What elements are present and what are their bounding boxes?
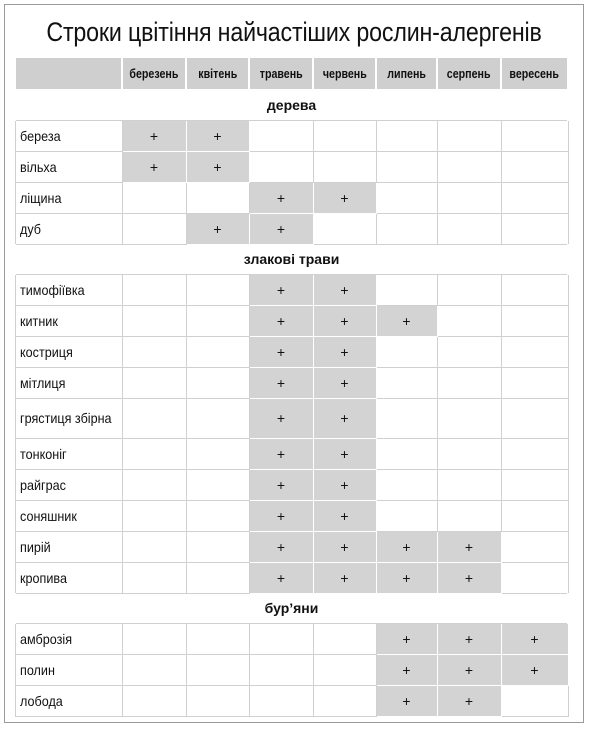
plant-name: ліщина xyxy=(19,189,62,206)
plant-name-cell xyxy=(15,562,122,593)
empty-cell xyxy=(122,654,186,685)
empty-cell xyxy=(501,182,568,213)
empty-cell xyxy=(122,398,186,438)
empty-cell xyxy=(437,120,501,151)
empty-cell xyxy=(501,438,568,469)
plant-name-cell xyxy=(15,182,122,213)
empty-cell xyxy=(501,274,568,305)
empty-cell xyxy=(313,654,376,685)
empty-cell xyxy=(122,336,186,367)
bloom-cell: + xyxy=(313,336,376,367)
plant-name: соняшник xyxy=(19,507,77,524)
empty-cell xyxy=(376,182,437,213)
bloom-cell: + xyxy=(437,623,501,654)
empty-cell xyxy=(376,213,437,244)
section-row xyxy=(15,593,568,623)
month-header xyxy=(122,57,186,90)
bloom-cell: + xyxy=(249,562,313,593)
bloom-cell: + xyxy=(313,562,376,593)
empty-cell xyxy=(376,120,437,151)
plant-name: полин xyxy=(19,661,55,678)
month-header xyxy=(186,57,249,90)
empty-cell xyxy=(501,562,568,593)
bloom-cell: + xyxy=(186,213,249,244)
bloom-cell: + xyxy=(122,120,186,151)
bloom-cell: + xyxy=(376,654,437,685)
plant-name-cell xyxy=(15,336,122,367)
table-row xyxy=(15,685,568,716)
empty-cell xyxy=(376,438,437,469)
empty-cell xyxy=(376,469,437,500)
empty-cell xyxy=(186,182,249,213)
table-row xyxy=(15,654,568,685)
empty-cell xyxy=(186,531,249,562)
empty-cell xyxy=(122,685,186,716)
table-row xyxy=(15,182,568,213)
plant-name-cell xyxy=(15,151,122,182)
empty-cell xyxy=(122,500,186,531)
bloom-cell: + xyxy=(313,500,376,531)
month-label: червень xyxy=(322,66,367,81)
empty-cell xyxy=(437,274,501,305)
empty-cell xyxy=(501,305,568,336)
empty-cell xyxy=(437,336,501,367)
month-header xyxy=(501,57,568,90)
empty-cell xyxy=(313,120,376,151)
table-row xyxy=(15,367,568,398)
bloom-cell: + xyxy=(376,623,437,654)
plant-name: тонконіг xyxy=(19,445,67,462)
bloom-cell: + xyxy=(249,500,313,531)
section-title: злакові трави xyxy=(15,244,568,274)
plant-name: пирій xyxy=(19,538,51,555)
empty-cell xyxy=(186,438,249,469)
plant-name-cell xyxy=(15,685,122,716)
empty-cell xyxy=(501,500,568,531)
month-label: квітень xyxy=(197,66,238,81)
empty-cell xyxy=(186,562,249,593)
plant-name-cell xyxy=(15,531,122,562)
bloom-cell: + xyxy=(313,531,376,562)
empty-cell xyxy=(376,367,437,398)
empty-cell xyxy=(376,151,437,182)
bloom-cell: + xyxy=(313,305,376,336)
bloom-cell: + xyxy=(249,182,313,213)
table-row xyxy=(15,562,568,593)
bloom-cell: + xyxy=(437,531,501,562)
empty-cell xyxy=(437,500,501,531)
plant-name: мітлиця xyxy=(19,374,65,391)
empty-cell xyxy=(437,213,501,244)
table-row xyxy=(15,531,568,562)
bloom-cell: + xyxy=(437,562,501,593)
empty-cell xyxy=(501,685,568,716)
plant-name: тимофіївка xyxy=(19,281,85,298)
bloom-cell: + xyxy=(437,685,501,716)
empty-cell xyxy=(122,438,186,469)
empty-cell xyxy=(186,500,249,531)
plant-name: райграс xyxy=(19,476,66,493)
table-row xyxy=(15,120,568,151)
bloom-cell: + xyxy=(376,305,437,336)
empty-cell xyxy=(186,685,249,716)
bloom-cell: + xyxy=(313,182,376,213)
table-row xyxy=(15,336,568,367)
table-row xyxy=(15,151,568,182)
empty-cell xyxy=(186,623,249,654)
bloom-cell: + xyxy=(313,274,376,305)
plant-name: амброзія xyxy=(19,630,72,647)
month-label: серпень xyxy=(447,66,491,81)
month-header xyxy=(437,57,501,90)
empty-cell xyxy=(437,469,501,500)
plant-name-cell xyxy=(15,623,122,654)
empty-cell xyxy=(186,336,249,367)
bloom-cell: + xyxy=(313,367,376,398)
header-row xyxy=(15,57,568,90)
bloom-cell: + xyxy=(376,685,437,716)
bloom-cell: + xyxy=(249,213,313,244)
bloom-cell: + xyxy=(313,469,376,500)
empty-cell xyxy=(122,274,186,305)
bloom-cell: + xyxy=(249,367,313,398)
table-row xyxy=(15,274,568,305)
bloom-cell: + xyxy=(122,151,186,182)
bloom-cell: + xyxy=(186,120,249,151)
bloom-cell: + xyxy=(249,336,313,367)
plant-name-cell xyxy=(15,438,122,469)
empty-cell xyxy=(501,151,568,182)
bloom-cell: + xyxy=(249,398,313,438)
table-row xyxy=(15,438,568,469)
plant-name-cell xyxy=(15,274,122,305)
month-label: травень xyxy=(259,66,303,81)
empty-cell xyxy=(501,469,568,500)
bloom-cell: + xyxy=(376,562,437,593)
month-label: вересень xyxy=(509,66,560,81)
month-header xyxy=(313,57,376,90)
plant-name: береза xyxy=(19,127,61,144)
bloom-cell: + xyxy=(249,305,313,336)
bloom-cell: + xyxy=(186,151,249,182)
empty-cell xyxy=(501,213,568,244)
empty-cell xyxy=(122,213,186,244)
bloom-cell: + xyxy=(501,654,568,685)
empty-cell xyxy=(313,685,376,716)
table-row xyxy=(15,469,568,500)
plant-name-cell xyxy=(15,367,122,398)
empty-cell xyxy=(186,654,249,685)
plant-name: кропива xyxy=(19,569,67,586)
table-body xyxy=(15,57,568,716)
empty-cell xyxy=(122,367,186,398)
empty-cell xyxy=(376,274,437,305)
allergen-table xyxy=(14,56,569,717)
empty-cell xyxy=(437,182,501,213)
plant-name-cell xyxy=(15,469,122,500)
plant-name-cell xyxy=(15,305,122,336)
empty-cell xyxy=(376,398,437,438)
table-row xyxy=(15,398,568,438)
empty-cell xyxy=(249,654,313,685)
month-label: липень xyxy=(387,66,426,81)
empty-cell xyxy=(249,685,313,716)
empty-cell xyxy=(186,305,249,336)
plant-name: китник xyxy=(19,312,58,329)
empty-cell xyxy=(186,274,249,305)
empty-cell xyxy=(122,182,186,213)
bloom-cell: + xyxy=(376,531,437,562)
plant-name-cell xyxy=(15,654,122,685)
month-header xyxy=(249,57,313,90)
empty-cell xyxy=(501,367,568,398)
bloom-cell: + xyxy=(249,469,313,500)
empty-cell xyxy=(501,120,568,151)
plant-name-cell xyxy=(15,213,122,244)
month-header xyxy=(376,57,437,90)
empty-cell xyxy=(186,367,249,398)
bloom-cell: + xyxy=(437,654,501,685)
empty-cell xyxy=(122,531,186,562)
empty-cell xyxy=(437,398,501,438)
section-title: дерева xyxy=(15,90,568,120)
plant-name-cell xyxy=(15,120,122,151)
month-label: березень xyxy=(129,66,179,81)
plant-name: костриця xyxy=(19,343,73,360)
table-row xyxy=(15,500,568,531)
empty-cell xyxy=(437,438,501,469)
table-row xyxy=(15,305,568,336)
empty-cell xyxy=(122,305,186,336)
section-title: бур’яни xyxy=(15,593,568,623)
empty-cell xyxy=(249,120,313,151)
empty-cell xyxy=(249,623,313,654)
bloom-cell: + xyxy=(313,398,376,438)
table-row xyxy=(15,623,568,654)
empty-cell xyxy=(501,398,568,438)
section-row xyxy=(15,90,568,120)
empty-cell xyxy=(122,623,186,654)
empty-cell xyxy=(313,213,376,244)
table-row xyxy=(15,213,568,244)
plant-name: вільха xyxy=(19,158,57,175)
empty-cell xyxy=(376,336,437,367)
empty-cell xyxy=(122,562,186,593)
empty-cell xyxy=(501,531,568,562)
bloom-cell: + xyxy=(249,274,313,305)
bloom-cell: + xyxy=(501,623,568,654)
plant-name-cell xyxy=(15,398,122,438)
plant-name: грястиця збірна xyxy=(19,410,112,426)
empty-cell xyxy=(186,398,249,438)
plant-name-cell xyxy=(15,500,122,531)
bloom-cell: + xyxy=(249,531,313,562)
empty-cell xyxy=(437,367,501,398)
empty-cell xyxy=(313,623,376,654)
bloom-cell: + xyxy=(313,438,376,469)
header-corner xyxy=(15,57,122,90)
section-row xyxy=(15,244,568,274)
empty-cell xyxy=(376,500,437,531)
page-title: Строки цвітіння найчастіших рослин-алергенів xyxy=(46,17,542,47)
empty-cell xyxy=(186,469,249,500)
bloom-cell: + xyxy=(249,438,313,469)
plant-name: дуб xyxy=(19,220,41,237)
empty-cell xyxy=(249,151,313,182)
empty-cell xyxy=(501,336,568,367)
empty-cell xyxy=(437,151,501,182)
empty-cell xyxy=(437,305,501,336)
empty-cell xyxy=(122,469,186,500)
plant-name: лобода xyxy=(19,692,63,709)
empty-cell xyxy=(313,151,376,182)
